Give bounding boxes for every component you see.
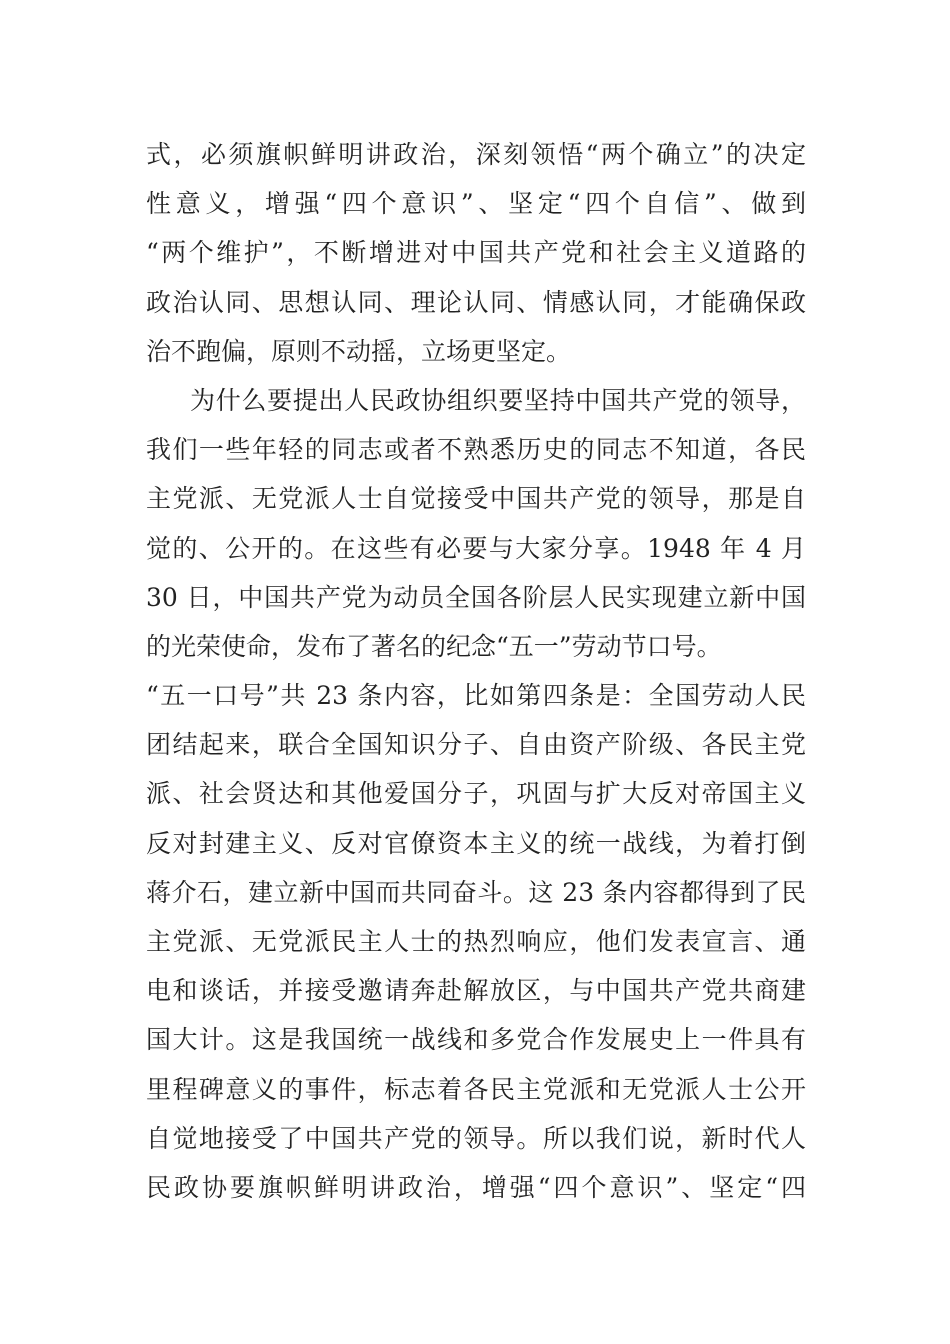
text-line: “五一口号”共 23 条内容，比如第四条是：全国劳动人民 bbox=[146, 681, 806, 711]
text-line: 自觉地接受了中国共产党的领导。所以我们说，新时代人 bbox=[146, 1123, 806, 1153]
text-line: 30 日，中国共产党为动员全国各阶层人民实现建立新中国 bbox=[146, 582, 806, 612]
text-line: “两个维护”，不断增进对中国共产党和社会主义道路的 bbox=[146, 238, 806, 268]
text-line: 主党派、无党派民主人士的热烈响应，他们发表宣言、通 bbox=[146, 927, 806, 956]
text-line: 的光荣使命，发布了著名的纪念“五一”劳动节口号。 bbox=[146, 631, 722, 661]
text-line: 觉的、公开的。在这些有必要与大家分享。1948 年 4 月 bbox=[146, 533, 806, 563]
text-line: 式，必须旗帜鲜明讲政治，深刻领悟“两个确立”的决定 bbox=[146, 140, 806, 169]
text-line: 反对封建主义、反对官僚资本主义的统一战线，为着打倒 bbox=[146, 828, 806, 858]
text-line: 电和谈话，并接受邀请奔赴解放区，与中国共产党共商建 bbox=[146, 976, 806, 1006]
text-line: 蒋介石，建立新中国而共同奋斗。这 23 条内容都得到了民 bbox=[146, 877, 806, 907]
text-line: 国大计。这是我国统一战线和多党合作发展史上一件具有 bbox=[146, 1025, 806, 1055]
text-line: 里程碑意义的事件，标志着各民主党派和无党派人士公开 bbox=[146, 1074, 806, 1104]
text-line: 政治认同、思想认同、理论认同、情感认同，才能确保政 bbox=[146, 287, 806, 317]
text-line: 为什么要提出人民政协组织要坚持中国共产党的领导， bbox=[190, 385, 806, 415]
text-line: 主党派、无党派人士自觉接受中国共产党的领导，那是自 bbox=[146, 484, 806, 514]
text-line: 性意义，增强“四个意识”、坚定“四个自信”、做到 bbox=[146, 189, 806, 219]
body-text bbox=[146, 130, 806, 1212]
text-line: 我们一些年轻的同志或者不熟悉历史的同志不知道，各民 bbox=[146, 435, 806, 465]
text-line: 团结起来，联合全国知识分子、自由资产阶级、各民主党 bbox=[146, 730, 806, 760]
text-line: 治不跑偏，原则不动摇，立场更坚定。 bbox=[146, 336, 572, 366]
text-line: 派、社会贤达和其他爱国分子，巩固与扩大反对帝国主义 bbox=[146, 779, 806, 809]
text-line: 民政协要旗帜鲜明讲政治，增强“四个意识”、坚定“四 bbox=[146, 1172, 806, 1202]
